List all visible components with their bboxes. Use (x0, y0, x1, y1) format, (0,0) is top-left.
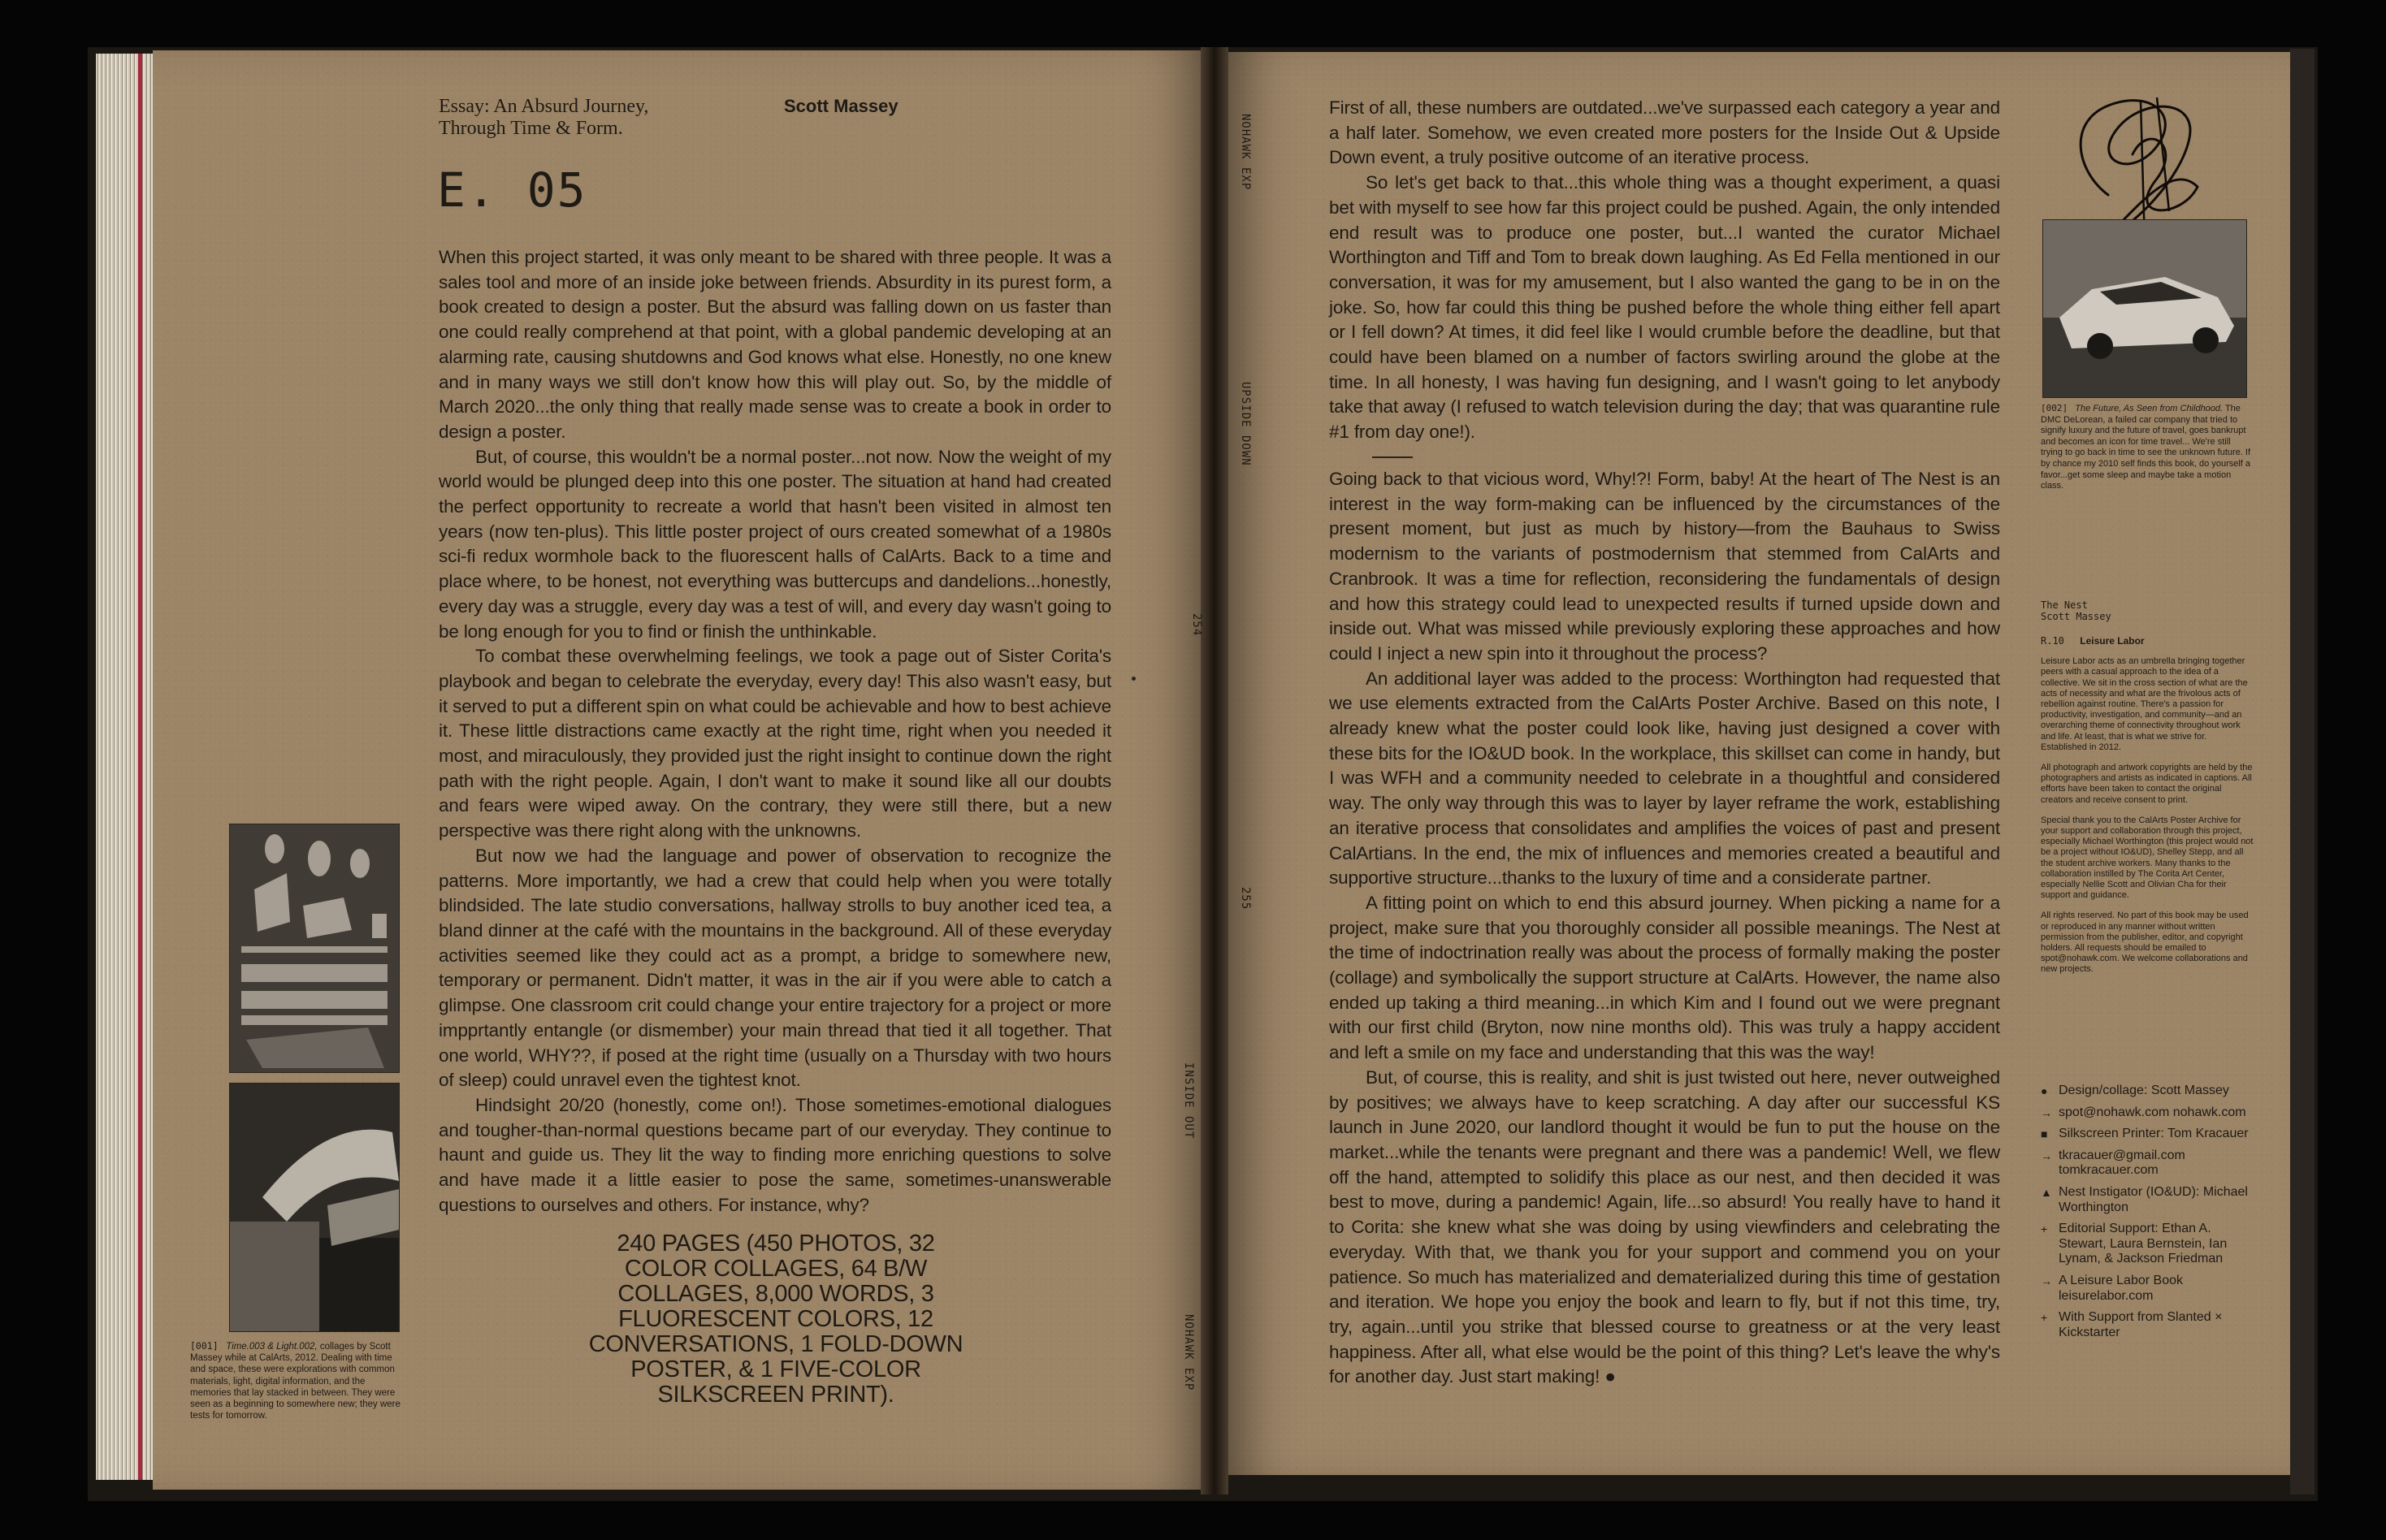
gutter-dot (1132, 677, 1136, 681)
square-icon: ■ (2041, 1127, 2048, 1141)
page-edges (96, 54, 154, 1480)
triangle-icon: ▲ (2041, 1185, 2052, 1199)
arrow-icon: → (2041, 1149, 2052, 1162)
photo-caption-002 (2041, 403, 2254, 492)
paragraph: To combat these overwhelming feelings, we took a page out of Sister Corita's playbook and began to celebrate the everyday, every day! This also wasn't easy, but it served to put a different spin on what could be achievable and how to best achieve it. These little distractions came exactly at the right time, right when you needed it most, and miraculously, they provided just the right insight to continue down the right path with the right people. Again, I don't want to make it sound like all our doubts and fears were wiped away. On the contrary, they were still there, but a new perspective was there right along with the unknowns. (439, 646, 1111, 841)
photo-caption-001 (190, 1340, 401, 1421)
section-divider (1372, 456, 1413, 458)
colophon-section (2041, 635, 2254, 647)
colophon (2041, 599, 2254, 975)
paragraph: But now we had the language and power of observation to recognize the patterns. More importantly, we had a crew that could help when you were totally blindsided. The late studio conversations, hallway strolls to buy another iced tea, a bland dinner at the café with the mountains in the background. All of these everyday activities seemed like they could act as a prompt, a bridge to somewhere new, temporary or permanent. Didn't matter, it was in the air if you were able to catch a glimpse. One classroom crit could change your entire trajectory for a project or more impprtantly entangle (or dismember) your main thread that tied it all together. That one world, WHY??, if posed at the right time (usually on a Thursday with two hours of sleep) could unravel even the tightest knot. (439, 845, 1111, 1091)
chapter-number: E. 05 (437, 162, 587, 218)
collage-photo-light (229, 1083, 400, 1332)
credit-text: spot@nohawk.com nohawk.com (2059, 1105, 2246, 1119)
paragraph: So let's get back to that...this whole thing was a thought experiment, a quasi bet with myself to see how far this project could be pushed. Again, the only intended end result was to produce one poster, but...I wanted the curator Michael Worthington and Tiff and Tom to break down laughing. As Ed Fella mentioned in our conversation, it was for my amusement, but I also wanted the gang to be in on the joke. So, how far could this thing be pushed before the whole thing either fell apart or I fell down? At times, it did feel like I would crumble before the deadline, but that could have been blamed on a number of factors swirling around the globe at the time. In all honesty, I was having fun designing, and I wasn't going to let anybody take that away (I refused to watch television during the day; that was quarantine rule #1 from day one!). (1329, 172, 2000, 443)
colophon-paragraph: Leisure Labor acts as an umbrella bringing together peers with a casual approach to the idea of a collective. We sit in the cross section of what are the acts of necessity and what are the frivolous acts of rebellion against routine. There's a passion for productivity, investigation, and community—and an overarching theme of connectivity throughout work and life. At least, that is what we strive for. Established in 2012. (2041, 656, 2248, 752)
running-head-nohawk: NOHAWK EXP (1239, 114, 1252, 191)
caption-text: collages by Scott Massey while at CalArts, 2012. Dealing with time and space, these were explorations with common materials, light, digital information, and the memories that lay stacked in between. They were seen as a beginning to somewhere new; they were tests for tomorrow. (190, 1342, 401, 1421)
credit-item (2041, 1185, 2254, 1215)
caption-title: The Future, As Seen from Childhood. (2075, 404, 2224, 413)
credit-item (2041, 1149, 2254, 1179)
credit-item (2041, 1222, 2254, 1267)
right-body-top (1329, 96, 2000, 445)
credit-item (2041, 1274, 2254, 1304)
paragraph: Going back to that vicious word, Why!?! Form, baby! At the heart of The Nest is an interest in the way form-making can be influenced by the circumstances of the present moment, but just as much by history—from the Bauhaus to Swiss modernism to the variants of postmodernism that stemmed from CalArts and Cranbrook. It was a time for reflection, reconsidering the fundamentals of design and how this strategy could lead to unexpected results if turned upside down and inside out. What was missed while previously exploring these approaches and how could I inject a new spin into it throughout the process? (1329, 469, 2000, 664)
credit-text: Nest Instigator (IO&UD): Michael Worthington (2059, 1184, 2248, 1214)
paragraph: A fitting point on which to end this absurd journey. When picking a name for a project, make sure that you thoroughly consider all possible meanings. The Nest at the time of indoctrination really was about the process of formally making the poster (collage) and symbolically the support structure at CalArts. However, the name also ended up taking a third meaning...in which Kim and I found out we were pregnant with our first child (Bryton, now nine months old). This was truly a happy accident and left a smile on my face and understanding that this was the way! (1329, 892, 2000, 1063)
credit-text: Silkscreen Printer: Tom Kracauer (2059, 1127, 2249, 1141)
essay-author: Scott Massey (784, 96, 899, 116)
collage-photo-time-image (230, 824, 399, 1072)
running-head-upside: UPSIDE DOWN (1239, 382, 1252, 466)
credit-item (2041, 1127, 2254, 1142)
arrow-icon: → (2041, 1105, 2052, 1119)
paragraph: First of all, these numbers are outdated...we've surpassed each category a year and a half later. Somehow, we even created more posters for the Inside Out & Upside Down event, a truly positive outcome of an iterative process. (1329, 97, 2000, 168)
section-title: Leisure Labor (2080, 635, 2145, 647)
colophon-paragraph: Special thank you to the CalArts Poster Archive for your support and collaboration through this project, especially Michael Worthington (this project would not be a project without IO&UD), Shelley Stepp, and all the student archive workers. Many thanks to the collaboration instilled by The Corita Art Center, especially Nellie Scott and Olivian Cha for their support and guidance. (2041, 815, 2254, 901)
colophon-paragraph: All rights reserved. No part of this book may be used or reproduced in any manner without written permission from the publisher, editor, and copyright holders. All requests should be emailed to spot@nohawk.com. We welcome collaborations and new projects. (2041, 911, 2249, 975)
credit-text: tkracauer@gmail.com tomkracauer.com (2059, 1148, 2185, 1178)
credit-text: Design/collage: Scott Massey (2059, 1084, 2229, 1097)
delorean-image (2043, 220, 2246, 397)
paragraph: Hindsight 20/20 (honestly, come on!). Those sometimes-emotional dialogues and tougher-than-normal questions became part of our everyday. They continue to haunt and guide us. They lit the way to finding more enriching questions to solve and have made it a little easier to pose the same, sometimes-unanswerable questions to ourselves and others. For instance, why? (439, 1094, 1111, 1215)
credit-item (2041, 1310, 2254, 1340)
essay-title: Essay: An Absurd Journey, Through Time & Form. (439, 96, 649, 139)
colophon-paragraph: All photograph and artwork copyrights are held by the photographers and artists as indicated in captions. All efforts have been taken to contact the original creators and receive consent to print. (2041, 763, 2253, 805)
caption-number: [001] (190, 1340, 219, 1352)
credit-item (2041, 1105, 2254, 1121)
colophon-author: Scott Massey (2041, 611, 2111, 622)
credit-text: With Support from Slanted × Kickstarter (2059, 1310, 2223, 1339)
book-gutter (1201, 47, 1228, 1495)
arrow-icon: → (2041, 1274, 2052, 1287)
caption-text: The DMC DeLorean, a failed car company that tried to signify luxury and the future of travel, goes bankrupt and becomes an icon for time travel... We're still trying to go back in time to see the unknown future. If by chance my 2010 self finds this book, do yourself a favor...get some sleep and maybe take a motion class. (2041, 404, 2251, 491)
paragraph: But, of course, this is reality, and shit is just twisted out here, never outweighed by positives; we always have to keep scratching. A day after our successful KS launch in June 2020, our landlord thought it would be fun to put the house on the market...while the tenants were pregnant and there was a pandemic! Well, we flew off the hand, attempted to solidify this place as our nest, and then decided it was best to move, during a pandemic! Again, life...so absurd! You really have to hand it to Corita: she knew what she was doing by using viewfinders and celebrating the everyday. With that, we thank you for your support and commend you on your patience. So much has materialized and dematerialized during this time of gestation and iteration. We hope you enjoy the book and learn to fly, but if not this time, try, try, again...until you strike that blessed course to greatness or at the very least happiness. After all, what else would be the point of this thing? Let's leave the why's for another day. Just start making! ● (1329, 1066, 2000, 1387)
delorean-photo (2042, 219, 2247, 398)
paragraph: When this project started, it was only meant to be shared with three people. It was a sales tool and more of an inside joke between friends. Absurdity in its purest form, a book created to design a poster. But the absurd was falling down on us faster than one could really comprehend at that point, with a global pandemic developing at an alarming rate, causing shutdowns and God knows what else. Honestly, no one knew and in many ways we still don't know how this will play out. So, by the middle of March 2020...the only thing that really made sense was to create a book in order to design a poster. (439, 247, 1111, 442)
cover-edge (2290, 49, 2315, 1495)
section-number: R.10 (2041, 635, 2064, 647)
colophon-title: The Nest (2041, 599, 2088, 611)
plus-icon: + (2041, 1311, 2048, 1325)
credits-list (2041, 1084, 2254, 1347)
left-body-text (439, 245, 1111, 1218)
paragraph: An additional layer was added to the process: Worthington had requested that we use elements extracted from the CalArts Poster Archive. Based on this note, I already knew what the poster could look like, having just designed a cover with these bits for the IO&UD book. In the workplace, this skillset can come in handy, but I was WFH and a community needed to celebrate in a thoughtful and considered way. The only way through this was to layer by layer reframe the work, establishing an iterative process that consolidates and amplifies the voices of past and present CalArtians. In the end, the mix of influences and memories created a beautiful and supportive structure...thanks to the luxury of time and a considerate partner. (1329, 668, 2000, 889)
running-head-nohawk-bottom: NOHAWK EXP (1182, 1314, 1195, 1391)
right-body-bottom (1329, 467, 2000, 1390)
bullet-dot-icon: ● (2041, 1084, 2048, 1097)
page-number-right: 255 (1239, 887, 1252, 911)
stats-callout: 240 PAGES (450 PHOTOS, 32 COLOR COLLAGES, 64 B/W COLLAGES, 8,000 WORDS, 3 FLUORESCENT COLORS, 12 CONVERSATIONS, 1 FOLD-DOWN POSTER, & 1 FIVE-COLOR SILKSCREEN PRINT). (588, 1231, 963, 1408)
plus-icon: + (2041, 1222, 2048, 1236)
credit-text: Editorial Support: Ethan A. Stewart, Laura Bernstein, Ian Lynam, & Jackson Friedman (2059, 1222, 2228, 1266)
caption-number: [002] (2041, 403, 2068, 413)
credit-text: A Leisure Labor Book leisurelabor.com (2059, 1273, 2183, 1303)
credit-item (2041, 1084, 2254, 1099)
running-head-inside: INSIDE OUT (1182, 1062, 1195, 1140)
page-number-left: 254 (1190, 613, 1203, 637)
paragraph: But, of course, this wouldn't be a normal poster...not now. Now the weight of my world would be plunged deep into this one poster. The situation at hand had created the perfect opportunity to recreate a world that hasn't been visited in almost ten years (now ten-plus). This little poster project of ours created somewhat of a 1980s sci-fi redux wormhole back to the fluorescent halls of CalArts. Back to a time and place where, to be honest, not everything was buttercups and dandelions...honestly, every day was a struggle, every day was a test of will, and every day wasn't going to be long enough for you to find or finish the unthinkable. (439, 446, 1111, 642)
ribbon-bookmark (138, 54, 142, 1480)
collage-photo-time (229, 824, 400, 1073)
collage-photo-light-image (230, 1084, 399, 1331)
caption-title: Time.003 & Light.002, (226, 1342, 318, 1352)
